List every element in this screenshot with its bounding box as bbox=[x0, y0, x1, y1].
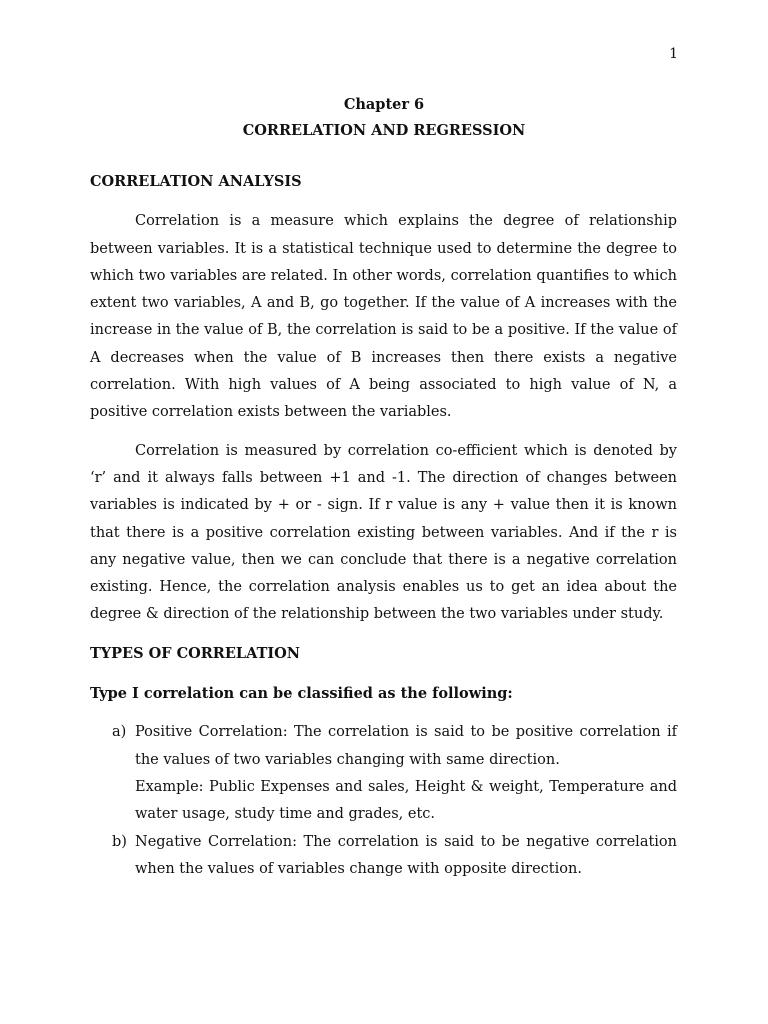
chapter-label: Chapter 6 bbox=[343, 96, 425, 113]
section-heading-types-of-correlation: TYPES OF CORRELATION bbox=[90, 644, 301, 662]
types-subheading: Type I correlation can be classified as the following: bbox=[90, 685, 513, 703]
paragraph-correlation-coefficient: Correlation is measured by correlation co-efficient which is denoted by ‘r’ and it always falls between +1 and -1. The direction of changes between variables is indicated by + or - sign. If r value is any + value then it is known that there is a positive correlation existing between variables. And if the r is any negative value, then we can conclude that there is a negative correlation existing. Hence, the correlation analysis enables us to get an idea about the degree & direction of the relationship between the two variables under study. bbox=[90, 442, 677, 623]
list-marker: b) bbox=[112, 833, 127, 850]
list-item-positive-correlation bbox=[90, 719, 677, 828]
page-number: 1 bbox=[669, 46, 678, 62]
list-item-text: Negative Correlation: The correlation is said to be negative correlation when the values of variables change with opposite direction. bbox=[135, 833, 677, 877]
page-content bbox=[90, 168, 677, 883]
chapter-heading bbox=[0, 92, 768, 144]
list-marker: a) bbox=[112, 724, 127, 741]
list-item-negative-correlation bbox=[90, 829, 677, 884]
paragraph-correlation-definition: Correlation is a measure which explains the degree of relationship between variables. It is a statistical technique used to determine the degree to which two variables are related. In other words, correlation quantifies to which extent two variables, A and B, go together. If the value of A increases with the increase in the value of B, the correlation is said to be a positive. If the value of A decreases when the value of B increases then there exists a negative correlation. With high values of A being associated to high value of N, a positive correlation exists between the variables. bbox=[90, 213, 677, 421]
section-heading-correlation-analysis: CORRELATION ANALYSIS bbox=[90, 173, 302, 190]
list-item-text: Positive Correlation: The correlation is said to be positive correlation if the values of two variables changing with same direction. bbox=[135, 724, 677, 768]
types-list bbox=[90, 719, 677, 883]
chapter-title: CORRELATION AND REGRESSION bbox=[242, 122, 526, 139]
list-item-example: Example: Public Expenses and sales, Height & weight, Temperature and water usage, study time and grades, etc. bbox=[135, 778, 677, 823]
